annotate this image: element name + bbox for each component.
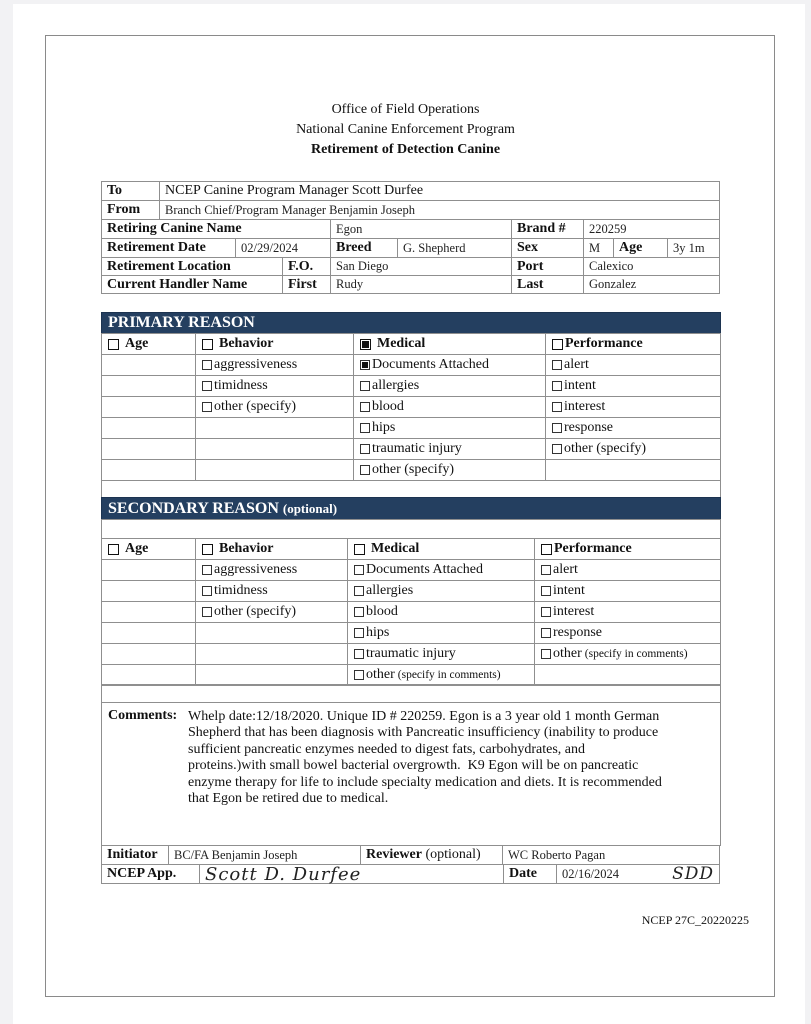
secondary-performance-alert-option[interactable] [534,559,721,581]
option-label: blood [372,399,404,414]
empty-cell [101,396,196,418]
option-label: Performance [565,336,643,351]
checkbox-icon[interactable] [360,423,370,433]
reviewer-label: Reviewer [366,847,422,862]
checkbox-icon[interactable] [552,381,562,391]
brand-label: Brand # [511,219,584,239]
checkbox-icon[interactable] [354,649,364,659]
checkbox-icon[interactable] [552,444,562,454]
checkbox-icon[interactable] [202,586,212,596]
primary-behavior-aggressiveness-option[interactable] [195,354,354,376]
secondary-medical-documents-attached-option[interactable] [347,559,535,581]
comments-line: proteins.)with small bowel bacterial overgrowth. K9 Egon will be on pancreatic [188,758,639,774]
last-name-field[interactable]: Gonzalez [583,275,720,294]
empty-cell [545,459,721,481]
secondary-reason-note: (optional) [282,500,338,516]
option-label: interest [564,399,606,414]
initiator-label: Initiator [101,845,169,865]
empty-cell [101,354,196,376]
empty-cell [101,438,196,460]
initiator-field[interactable]: BC/FA Benjamin Joseph [168,845,361,865]
option-label: Age [125,541,149,556]
primary-medical-category[interactable] [353,333,546,355]
option-label: Documents Attached [372,357,490,372]
checkbox-icon[interactable] [552,360,562,370]
secondary-medical-allergies-option[interactable] [347,580,535,602]
empty-cell [101,559,196,581]
canine-name-label: Retiring Canine Name [101,219,331,239]
comments-line: Whelp date:12/18/2020. Unique ID # 220259. Egon is a 3 year old 1 month German [188,709,660,724]
secondary-age-category[interactable] [101,538,196,560]
first-name-field[interactable]: Rudy [330,275,512,294]
port-field[interactable]: Calexico [583,257,720,276]
checkbox-icon[interactable] [354,586,364,596]
checkbox-icon[interactable] [552,339,563,350]
checkbox-icon[interactable] [541,649,551,659]
to-label: To [101,181,160,201]
option-label: traumatic injury [366,646,456,661]
option-label: response [564,420,613,435]
checkbox-icon[interactable] [541,586,551,596]
checkbox-icon[interactable] [541,565,551,575]
checkbox-icon[interactable] [108,544,119,555]
secondary-medical-blood-option[interactable] [347,601,535,623]
empty-cell [101,643,196,665]
primary-medical-allergies-option[interactable] [353,375,546,397]
primary-age-category[interactable] [101,333,196,355]
checkbox-icon[interactable] [354,607,364,617]
checkbox-icon[interactable] [202,360,212,370]
option-label: Medical [371,541,420,556]
option-label: Behavior [219,541,274,556]
option-label: other (specify) [214,604,297,619]
option-label: intent [564,378,596,393]
option-label: Behavior [219,336,274,351]
secondary-medical-hips-option[interactable] [347,622,535,644]
canine-name-field[interactable]: Egon [330,219,512,239]
secondary-behavior-timidness-option[interactable] [195,580,348,602]
checkbox-icon[interactable] [552,402,562,412]
empty-cell [101,664,196,686]
secondary-performance-category[interactable] [534,538,721,560]
primary-medical-hips-option[interactable] [353,417,546,439]
primary-spacer-row [101,480,721,498]
secondary-performance-other-option[interactable] [534,643,721,665]
option-label: hips [366,625,390,640]
secondary-medical-category[interactable] [347,538,535,560]
checkbox-icon[interactable] [202,339,213,350]
last-name-label: Last [511,275,584,294]
empty-cell [534,664,721,686]
primary-reason-header [101,312,721,334]
handler-label: Current Handler Name [101,275,283,294]
secondary-performance-response-option[interactable] [534,622,721,644]
reviewer-label-cell [360,845,503,865]
option-label: response [553,625,602,640]
checkbox-checked-icon[interactable] [360,339,371,350]
checkbox-icon[interactable] [360,465,370,475]
checkbox-icon[interactable] [202,402,212,412]
option-label: Age [125,336,149,351]
primary-behavior-timidness-option[interactable] [195,375,354,397]
option-label: hips [372,420,396,435]
primary-medical-documents-attached-option[interactable] [353,354,546,376]
option-label: other [366,667,395,682]
empty-cell [195,438,354,460]
secondary-performance-interest-option[interactable] [534,601,721,623]
reviewer-note: (optional) [425,847,481,862]
empty-cell [101,601,196,623]
primary-performance-interest-option[interactable] [545,396,721,418]
empty-cell [195,664,348,686]
option-label: Documents Attached [366,562,484,577]
option-label: aggressiveness [214,562,298,577]
empty-cell [195,459,354,481]
primary-medical-traumatic-injury-option[interactable] [353,438,546,460]
secondary-medical-other-option[interactable] [347,664,535,686]
comments-text [188,709,718,807]
primary-medical-other-specify-option[interactable] [353,459,546,481]
from-field[interactable]: Branch Chief/Program Manager Benjamin Joseph [159,200,720,220]
initials: SDD [672,864,714,884]
comments-line: Shepherd that has been diagnosis with Pancreatic insufficiency (inability to produce [188,725,659,741]
primary-performance-intent-option[interactable] [545,375,721,397]
option-label: traumatic injury [372,441,462,456]
empty-cell [101,580,196,602]
date-label: Date [503,864,557,884]
checkbox-icon[interactable] [552,423,562,433]
port-label: Port [511,257,584,276]
primary-performance-other-specify-option[interactable] [545,438,721,460]
primary-performance-alert-option[interactable] [545,354,721,376]
office-heading: Office of Field Operations [331,102,480,117]
brand-field[interactable]: 220259 [583,219,720,239]
sex-label: Sex [511,238,584,258]
secondary-spacer-bottom [101,684,721,703]
secondary-reason-title: SECONDARY REASON [108,499,279,517]
checkbox-icon[interactable] [202,381,212,391]
comments-line: enzyme therapy for life to include specialty medication and diets. It is recommended [188,774,662,790]
ncep-app-label: NCEP App. [101,864,200,884]
empty-cell [195,417,354,439]
checkbox-checked-icon[interactable] [360,360,370,370]
secondary-behavior-aggressiveness-option[interactable] [195,559,348,581]
primary-performance-category[interactable] [545,333,721,355]
secondary-behavior-category[interactable] [195,538,348,560]
retirement-date-label: Retirement Date [101,238,236,258]
breed-label: Breed [330,238,398,258]
option-label: Performance [554,541,632,556]
date-value: 02/16/2024 [562,866,619,881]
checkbox-icon[interactable] [354,670,364,680]
ncep-app-signature-field[interactable] [199,864,504,884]
checkbox-icon[interactable] [541,628,551,638]
option-label: allergies [372,378,420,393]
comments-line: that Egon be retired due to medical. [188,791,389,807]
reviewer-field[interactable]: WC Roberto Pagan [502,845,720,865]
option-label: other (specify) [564,441,647,456]
option-label: aggressiveness [214,357,298,372]
checkbox-icon[interactable] [360,381,370,391]
checkbox-icon[interactable] [360,402,370,412]
fo-field[interactable]: San Diego [330,257,512,276]
primary-behavior-other-specify-option[interactable] [195,396,354,418]
option-label: other [553,646,582,661]
program-heading: National Canine Enforcement Program [296,122,515,137]
empty-cell [195,622,348,644]
option-label: other (specify) [372,462,455,477]
option-label: Medical [377,336,426,351]
primary-performance-response-option[interactable] [545,417,721,439]
checkbox-icon[interactable] [541,607,551,617]
empty-cell [101,375,196,397]
empty-cell [101,622,196,644]
checkbox-icon[interactable] [202,544,213,555]
secondary-behavior-other-specify-option[interactable] [195,601,348,623]
primary-reason-title: PRIMARY REASON [108,314,255,331]
age-field[interactable]: 3y 1m [667,238,720,258]
option-label: intent [553,583,585,598]
breed-field[interactable]: G. Shepherd [397,238,512,258]
option-label: blood [366,604,398,619]
secondary-performance-intent-option[interactable] [534,580,721,602]
fo-label: F.O. [282,257,331,276]
option-label: timidness [214,583,268,598]
sex-field[interactable]: M [583,238,614,258]
checkbox-icon[interactable] [108,339,119,350]
form-title: Retirement of Detection Canine [310,142,501,157]
checkbox-icon[interactable] [202,565,212,575]
comments-box[interactable] [101,702,721,846]
signature: Scott D. Durfee [205,863,362,885]
date-field[interactable] [556,864,720,884]
secondary-spacer-top [101,519,721,539]
option-note: (specify in comments) [397,669,501,681]
checkbox-icon[interactable] [202,607,212,617]
primary-medical-blood-option[interactable] [353,396,546,418]
age-label: Age [613,238,668,258]
primary-behavior-category[interactable] [195,333,354,355]
empty-cell [101,417,196,439]
option-label: timidness [214,378,268,393]
empty-cell [101,459,196,481]
from-label: From [101,200,160,220]
option-label: other (specify) [214,399,297,414]
secondary-reason-header [101,497,721,520]
checkbox-icon[interactable] [354,628,364,638]
empty-cell [195,643,348,665]
option-label: alert [553,562,578,577]
secondary-medical-traumatic-injury-option[interactable] [347,643,535,665]
location-label: Retirement Location [101,257,283,276]
form-code: NCEP 27C_20220225 [641,913,749,927]
comments-line: sufficient pancreatic enzymes needed to digest fats, carbohydrates, and [188,741,586,757]
checkbox-icon[interactable] [541,544,552,555]
option-label: alert [564,357,589,372]
checkbox-icon[interactable] [354,565,364,575]
first-name-label: First [282,275,331,294]
checkbox-icon[interactable] [354,544,365,555]
option-label: allergies [366,583,414,598]
option-label: interest [553,604,595,619]
comments-label: Comments: [108,708,178,723]
to-field[interactable]: NCEP Canine Program Manager Scott Durfee [159,181,720,201]
retirement-date-field[interactable]: 02/29/2024 [235,238,331,258]
option-note: (specify in comments) [584,648,688,660]
checkbox-icon[interactable] [360,444,370,454]
